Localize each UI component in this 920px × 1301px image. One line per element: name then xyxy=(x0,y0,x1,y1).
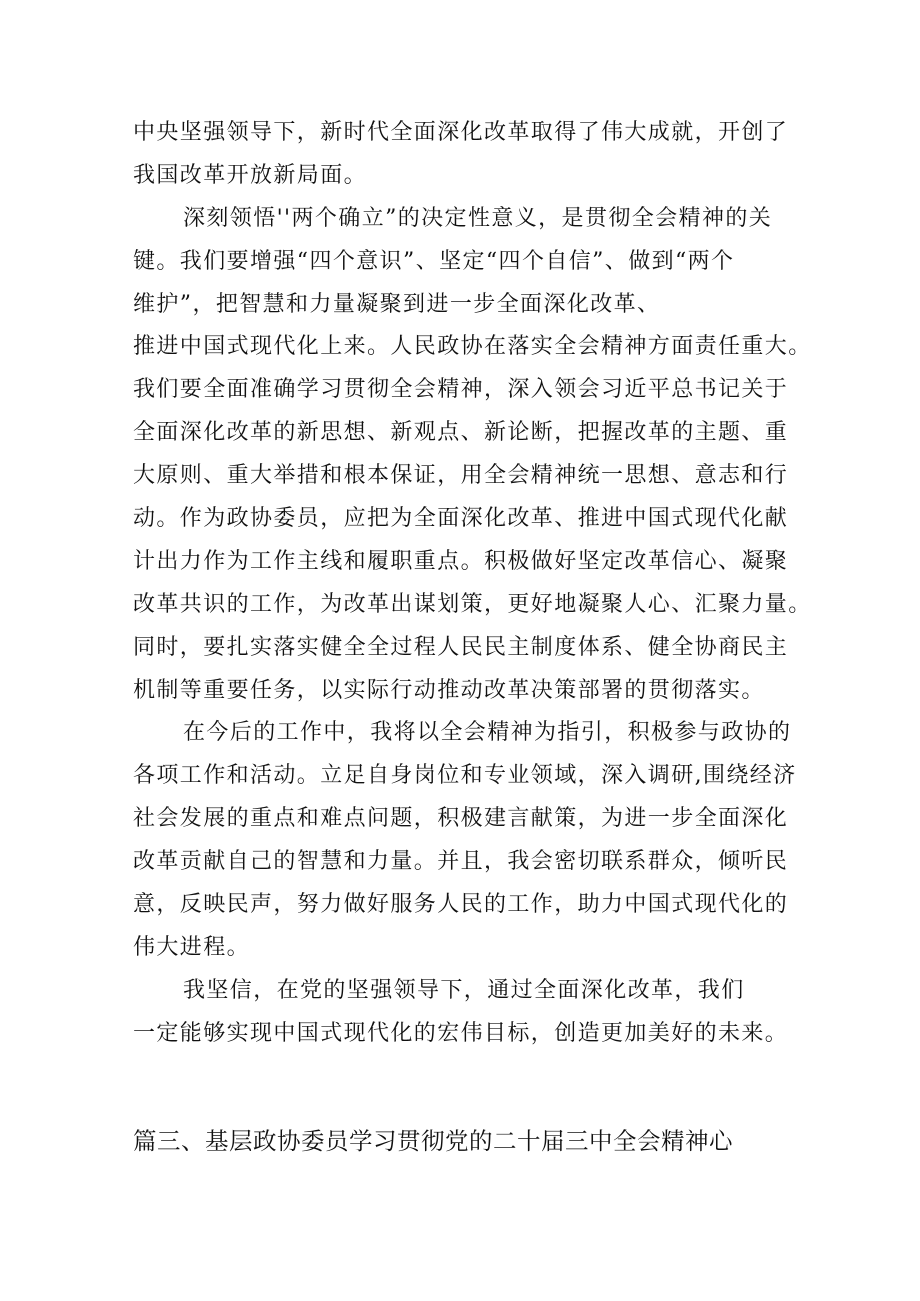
text-line: 机制等重要任务，以实际行动推动改革决策部署的贯彻落实。 xyxy=(133,677,765,703)
text-line: 我们要全面准确学习贯彻全会精神，深入领会习近平总书记关于 xyxy=(133,377,789,403)
paragraph-start-line: 在今后的工作中，我将以全会精神为指引，积极参与政协的 xyxy=(183,720,792,746)
text-line: 各项工作和活动。立足自身岗位和专业领域，深入调研,围绕经济 xyxy=(133,763,797,789)
text-line: 键。我们要增强“四个意识”、坚定“四个自信”、做到“两个 xyxy=(133,248,735,274)
paragraph-start-line: 我坚信，在党的坚强领导下，通过全面深化改革，我们 xyxy=(183,977,745,1003)
body-text xyxy=(133,112,812,1056)
text-line: 计出力作为工作主线和履职重点。积极做好坚定改革信心、凝聚 xyxy=(133,548,789,574)
text-line: 一定能够实现中国式现代化的宏伟目标，创造更加美好的未来。 xyxy=(133,1020,789,1046)
text-line: 改革贡献自己的智慧和力量。并且，我会密切联系群众，倾听民 xyxy=(133,849,789,875)
text-line: 维护”，把智慧和力量凝聚到进一步全面深化改革、 xyxy=(133,291,661,317)
paragraph-start-line: 深刻领悟''两个确立”的决定性意义，是贯彻全会精神的关 xyxy=(183,205,773,231)
text-line: 全面深化改革的新思想、新观点、新论断，把握改革的主题、重 xyxy=(133,420,789,446)
text-line: 中央坚强领导下，新时代全面深化改革取得了伟大成就，开创了 xyxy=(133,120,789,145)
section-heading: 篇三、基层政协委员学习贯彻党的二十届三中全会精神心 xyxy=(133,1127,733,1155)
text-line: 社会发展的重点和难点问题，积极建言献策，为进一步全面深化 xyxy=(133,806,789,832)
text-line: 我国改革开放新局面。 xyxy=(133,162,368,188)
text-line: 动。作为政协委员，应把为全面深化改革、推进中国式现代化献 xyxy=(133,506,789,532)
text-line: 伟大进程。 xyxy=(133,934,251,960)
text-line: 推进中国式现代化上来。人民政协在落实全会精神方面责任重大。 xyxy=(133,334,812,360)
text-line: 改革共识的工作，为改革出谋划策，更好地凝聚人心、汇聚力量。 xyxy=(133,591,812,617)
text-line: 意，反映民声，努力做好服务人民的工作，助力中国式现代化的 xyxy=(133,892,789,918)
text-line: 同时，要扎实落实健全全过程人民民主制度体系、健全协商民主 xyxy=(133,634,789,660)
text-line: 大原则、重大举措和根本保证，用全会精神统一思想、意志和行 xyxy=(133,463,789,489)
